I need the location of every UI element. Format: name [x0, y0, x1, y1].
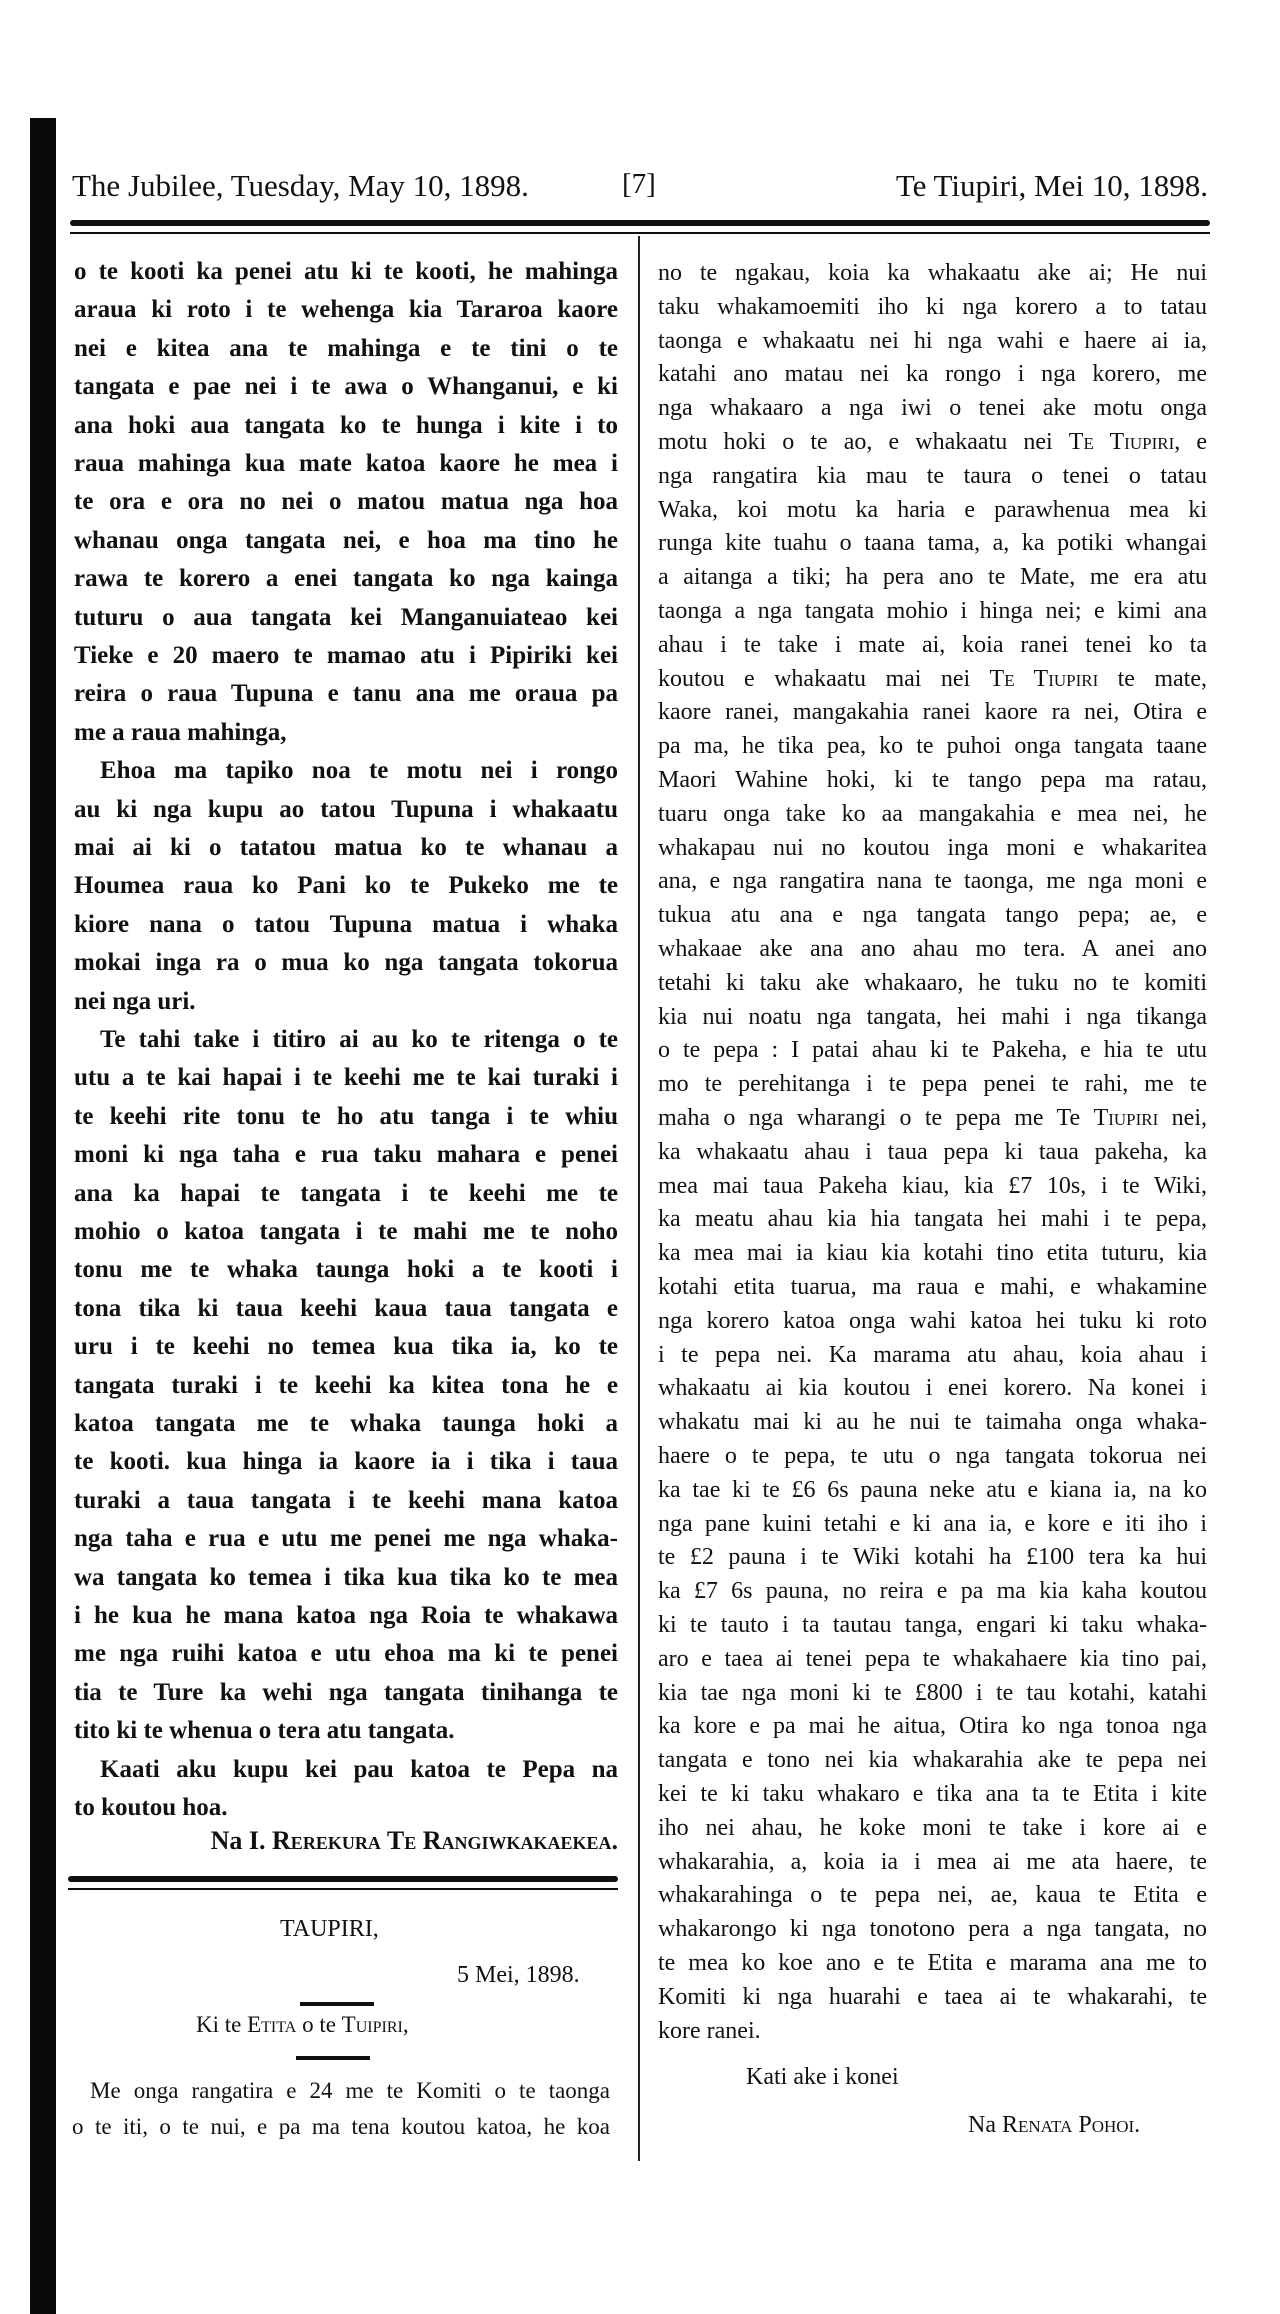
text-line: whakapau nui no koutou inga moni e whakaritea	[658, 834, 1207, 861]
text-line: kia nui noatu nga tangata, hei mahi i nga tikanga	[658, 1003, 1207, 1030]
text-line: whakarahinga o te pepa nei, ae, kaua te Etita e	[658, 1882, 1207, 1909]
text-line: a aitanga a tiki; ha pera ano te Mate, me era atu	[658, 564, 1207, 591]
text-line: moni ki nga taha e rua taku mahara e penei	[74, 1141, 618, 1169]
text-line: ana, e nga rangatira nana te taonga, me nga moni e	[658, 868, 1207, 895]
text-line: ka mea mai ia kiau kia kotahi tino etita tuturu, kia	[658, 1240, 1207, 1267]
text-segment: nei,	[1158, 1105, 1207, 1131]
text-line: ka meatu ahau kia hia tangata hei mahi i te pepa,	[658, 1206, 1207, 1233]
signature-prefix: Na I.	[210, 1826, 266, 1855]
text-line: tuturu o aua tangata kei Manganuiateao kei	[74, 603, 618, 631]
text-line: taonga e whakaatu nei hi nga wahi e haere ai ia,	[658, 327, 1207, 354]
text-line: whakaae ake ana ano ahau mo tera. A anei ano	[658, 936, 1207, 962]
text-line: ki te tauto i ta tautau tanga, engari ki taku whaka-	[658, 1612, 1207, 1638]
text-line: nga whakaaro a nga iwi o tenei ake motu onga	[658, 395, 1207, 422]
text-line: mo te perehitanga i te pepa penei te rahi, me te	[658, 1071, 1207, 1098]
text-line: to koutou hoa.	[74, 1794, 228, 1821]
text-line: ka tae ki te £6 6s pauna neke atu e kiana ia, na ko	[658, 1476, 1207, 1503]
text-line: rawa te korero a enei tangata ko nga kainga	[74, 565, 618, 593]
text-line: nei e kitea ana te mahinga e te tini o te	[74, 334, 618, 362]
signature-name: Renata Pohoi.	[1001, 2112, 1141, 2138]
text-line: iho nei ahau, he koke moni te take i kore ai e	[658, 1814, 1207, 1841]
text-line: wa tangata ko temea i tika kua tika ko te mea	[74, 1563, 618, 1591]
text-line: Ehoa ma tapiko noa te motu nei i rongo	[100, 757, 618, 785]
page-binding-edge	[30, 118, 56, 2314]
paper-name: Te Tiupiri	[989, 665, 1099, 692]
text-segment: koutou e whakaatu mai nei	[658, 665, 990, 692]
letter-place: TAUPIRI,	[280, 1916, 379, 1942]
text-line: raua mahinga kua mate katoa kaore he mea i	[74, 450, 618, 477]
text-line: te keehi rite tonu te ho atu tanga i te whiu	[74, 1102, 618, 1130]
text-line: nga rangatira kia mau te taura o tenei o tatau	[658, 462, 1207, 489]
text-line: whakarahia, a, koia ia i mea ai me ata haere, te	[658, 1848, 1207, 1875]
section-rule-thick	[68, 1876, 618, 1882]
short-rule	[296, 2056, 370, 2060]
text-line: me a raua mahinga,	[74, 718, 287, 746]
text-segment: maha o nga wharangi o te pepa me Te	[658, 1105, 1094, 1131]
text-line: tito ki te whenua o tera atu tangata.	[74, 1717, 455, 1745]
paper-name: Te Tiupiri	[1068, 429, 1175, 455]
short-rule	[300, 2002, 374, 2006]
letter-line: o te iti, o te nui, e pa ma tena koutou katoa, he koa	[72, 2114, 610, 2139]
text-line: nga korero katoa onga wahi katoa hei tuku ki roto	[658, 1307, 1207, 1334]
text-line: mokai inga ra o mua ko nga tangata tokorua	[74, 949, 618, 977]
signature-prefix: Na	[968, 2112, 996, 2138]
text-line: Komiti ki nga huarahi e taea ai te whakarahi, te	[658, 1983, 1207, 2010]
text-line: whakarongo ki nga tonotono pera a nga tangata, no	[658, 1916, 1207, 1943]
text-segment: motu hoki o te ao, e whakaatu nei	[658, 429, 1069, 455]
text-line: runga kite tuahu o taana tama, a, ka potiki whangai	[658, 530, 1207, 557]
text-line: tuaru onga take ko aa mangakahia e mea nei, he	[658, 800, 1207, 827]
paper-name: Tiupiri	[1093, 1105, 1159, 1131]
text-line: tangata e tono nei kia whakarahia ake te pepa nei	[658, 1747, 1207, 1774]
text-line: mai ai ki o tatatou matua ko te whanau a	[74, 834, 618, 861]
text-line: taonga a nga tangata mohio i hinga nei; e kimi ana	[658, 598, 1207, 624]
text-line: o te pepa : I patai ahau ki te Pakeha, e hia te utu	[658, 1037, 1207, 1064]
text-line: te ora e ora no nei o matou matua nga hoa	[74, 488, 618, 516]
salutation-mid: o te	[302, 2012, 336, 2037]
page-number: [7]	[622, 168, 656, 200]
left-signature	[211, 1826, 618, 1856]
text-line: kotahi etita tuarua, ma raua e mahi, e whakamine	[658, 1274, 1207, 1300]
text-line: au ki nga kupu ao tatou Tupuna i whakaatu	[74, 795, 618, 823]
text-line: kaore ranei, mangakahia ranei kaore ra nei, Otira e	[658, 699, 1207, 726]
text-line: te mea ko koe ano e te Etita e marama ana me to	[658, 1950, 1207, 1976]
text-line: kia tae nga moni ki te £800 i te tau kotahi, katahi	[658, 1679, 1207, 1706]
text-line: haere o te pepa, te utu o nga tangata tokorua nei	[658, 1443, 1207, 1469]
signature-name: Rerekura Te Rangiwkakaekea.	[272, 1826, 618, 1855]
text-line: katoa tangata me te whaka taunga hoki a	[74, 1410, 618, 1437]
text-line: nei nga uri.	[74, 987, 196, 1015]
text-line: tetahi ki taku ake whakaaro, he tuku no te komiti	[658, 969, 1207, 996]
text-line: Maori Wahine hoki, ki te tango pepa ma ratau,	[658, 767, 1207, 793]
text-line: nga pane kuini tetahi e ki ana ia, e kore e iti iho i	[658, 1510, 1207, 1537]
column-divider	[638, 236, 640, 2161]
text-line: ka £7 6s pauna, no reira e pa ma kia kaha koutou	[658, 1578, 1207, 1605]
header-maori-title: Te Tiupiri, Mei 10, 1898.	[895, 168, 1208, 203]
text-segment: , e	[1174, 429, 1207, 455]
text-line: ka whakaatu ahau i taua pepa ki taua pakeha, ka	[658, 1138, 1207, 1165]
text-line: me nga ruihi katoa e utu ehoa ma ki te penei	[74, 1640, 618, 1668]
text-line: te £2 pauna i te Wiki kotahi ha £100 tera ka hui	[658, 1544, 1207, 1571]
text-line	[658, 1102, 1207, 1134]
text-line: whanau onga tangata nei, e hoa ma tino he	[74, 526, 618, 554]
letter-line: Me onga rangatira e 24 me te Komiti o te taonga	[90, 2078, 610, 2103]
text-line: aro e taea ai tenei pepa te whakahaere kia tino pai,	[658, 1645, 1207, 1672]
text-line: kiore nana o tatou Tupuna matua i whaka	[74, 910, 618, 938]
right-signature	[968, 2112, 1140, 2139]
text-line: o te kooti ka penei atu ki te kooti, he mahinga	[74, 258, 618, 285]
text-line: reira o raua Tupuna e tanu ana me oraua pa	[74, 680, 618, 708]
text-line: no te ngakau, koia ka whakaatu ake ai; He nui	[658, 260, 1207, 286]
text-line: mea mai taua Pakeha kiau, kia £7 10s, i te Wiki,	[658, 1172, 1207, 1199]
text-line: taku whakamoemiti iho ki nga korero a to tatau	[658, 293, 1207, 320]
text-line: Tieke e 20 maero te mamao atu i Pipiriki kei	[74, 642, 618, 669]
text-line: whakaatu ai kia koutou i enei korero. Na konei i	[658, 1375, 1207, 1402]
header-rule-thin	[70, 232, 1210, 234]
text-line: Houmea raua ko Pani ko te Pukeko me te	[74, 872, 618, 900]
salutation-prefix: Ki te	[196, 2012, 242, 2037]
text-line: tangata e pae nei i te awa o Whanganui, e ki	[74, 373, 618, 401]
text-line	[658, 663, 1207, 695]
text-line: whakatu mai ki au he nui te taimaha onga whaka-	[658, 1409, 1207, 1436]
text-line: mohio o katoa tangata i te mahi me te noho	[74, 1218, 618, 1245]
text-line: tukua atu ana e nga tangata tango pepa; ae, e	[658, 902, 1207, 929]
text-line: ana ka hapai te tangata i te keehi me te	[74, 1179, 618, 1207]
text-line: tangata turaki i te keehi ka kitea tona he e	[74, 1371, 618, 1399]
text-line: ka kore e pa mai he aitua, Otira ko nga tonoa nga	[658, 1713, 1207, 1740]
text-line: araua ki roto i te wehenga kia Tararoa kaore	[74, 296, 618, 324]
text-line: Kaati aku kupu kei pau katoa te Pepa na	[100, 1755, 618, 1783]
letter-date: 5 Mei, 1898.	[457, 1962, 580, 1988]
text-line: te kooti. kua hinga ia kaore ia i tika i taua	[74, 1448, 618, 1476]
salutation-etita: Etita	[247, 2012, 297, 2037]
letter-salutation	[196, 2012, 409, 2038]
text-line: ana hoki aua tangata ko te hunga i kite i to	[74, 411, 618, 439]
text-line: uru i te keehi no temea kua tika ia, ko te	[74, 1333, 618, 1361]
text-line: Waka, koi motu ka haria e parawhenua mea ki	[658, 496, 1207, 523]
closing-line: Kati ake i konei	[746, 2064, 899, 2090]
header-rule-thick	[70, 220, 1210, 226]
text-line: tia te Ture ka wehi nga tangata tinihanga te	[74, 1678, 618, 1706]
text-line: kei te ki taku whakaro e tika ana ta te Etita i kite	[658, 1781, 1207, 1807]
text-line: tonu me te whaka taunga hoki a te kooti i	[74, 1256, 618, 1284]
salutation-paper: Tuipiri,	[341, 2012, 409, 2037]
text-line	[658, 426, 1207, 458]
text-line: turaki a taua tangata i te keehi mana katoa	[74, 1486, 618, 1514]
section-rule-thin	[68, 1888, 618, 1890]
text-line: Te tahi take i titiro ai au ko te ritenga o te	[100, 1026, 618, 1053]
text-line: tona tika ki taua keehi kaua taua tangata e	[74, 1294, 618, 1322]
text-line: utu a te kai hapai i te keehi me te kai turaki i	[74, 1064, 618, 1092]
text-line: i he kua he mana katoa nga Roia te whakawa	[74, 1602, 618, 1629]
text-line: pa ma, he tika pea, ko te puhoi onga tangata taane	[658, 733, 1207, 760]
header-english-title: The Jubilee, Tuesday, May 10, 1898.	[72, 168, 529, 203]
text-line: ahau i te take i mate ai, koia ranei tenei ko ta	[658, 631, 1207, 658]
text-line: kore ranei.	[658, 2017, 761, 2044]
text-line: katahi ano matau nei ka rongo i nga korero, me	[658, 361, 1207, 388]
text-segment: te mate,	[1098, 665, 1207, 692]
text-line: nga taha e rua e utu me penei me nga whaka-	[74, 1525, 618, 1553]
text-line: i te pepa nei. Ka marama atu ahau, koia ahau i	[658, 1341, 1207, 1368]
